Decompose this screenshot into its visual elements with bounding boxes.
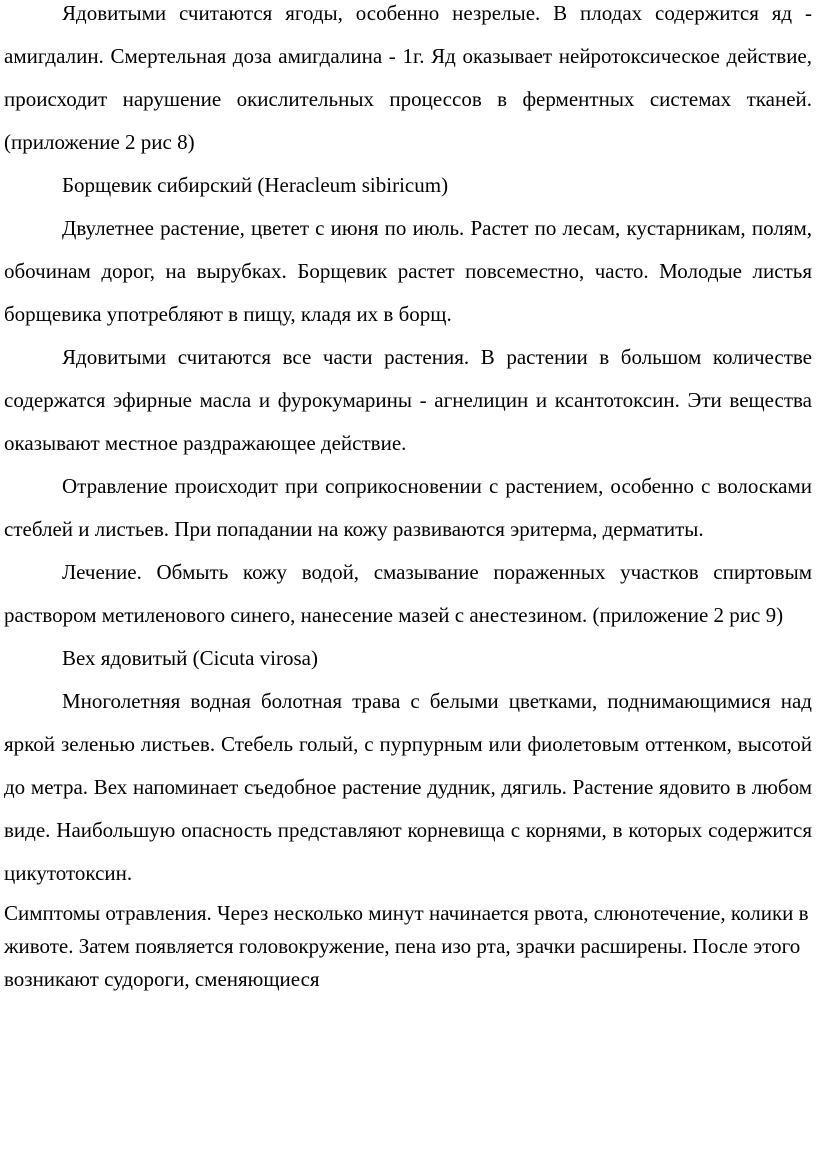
paragraph-cicuta-description: Многолетняя водная болотная трава с белыми цветками, поднимающимися над яркой зеленью листьев. Стебель голый, с пурпурным или фиолетовым оттенком, высотой до метра. Вех напоминает съедобное растение дудник, дягиль. Растение ядовито в любом виде. Наибольшую опасность представляют корневища с корнями, в которых содержится цикутотоксин. <box>4 689 812 885</box>
paragraph-heracleum-treatment: Лечение. Обмыть кожу водой, смазывание пораженных участков спиртовым раствором метиленового синего, нанесение мазей с анестезином. (приложение 2 рис 9) <box>4 560 812 627</box>
heading-cicuta: Вех ядовитый (Cicuta virosa) <box>62 646 318 670</box>
heading-heracleum: Борщевик сибирский (Heracleum sibiricum) <box>62 173 449 197</box>
paragraph-heracleum-toxicity: Ядовитыми считаются все части растения. В растении в большом количестве содержатся эфирные масла и фурокумарины - агнелицин и ксантотоксин. Эти вещества оказывают местное раздражающее действие. <box>4 345 812 455</box>
paragraph-cicuta-symptoms: Симптомы отравления. Через несколько минут начинается рвота, слюнотечение, колики в животе. Затем появляется головокружение, пена изо рта, зрачки расширены. После этого возникают судороги, сменяющиеся <box>4 901 809 991</box>
paragraph-fruit-poison: Ядовитыми считаются ягоды, особенно незрелые. В плодах содержится яд - амигдалин. Смертельная доза амигдалина - 1г. Яд оказывает нейротоксическое действие, происходит нарушение окислительных процессов в ферментных системах тканей. (приложение 2 рис 8) <box>4 1 812 154</box>
paragraph-heracleum-poisoning: Отравление происходит при соприкосновении с растением, особенно с волосками стеблей и листьев. При попадании на кожу развиваются эритерма, дерматиты. <box>4 474 812 541</box>
paragraph-heracleum-description: Двулетнее растение, цветет с июня по июль. Растет по лесам, кустарникам, полям, обочинам дорог, на вырубках. Борщевик растет повсеместно, часто. Молодые листья борщевика употребляют в пищу, кладя их в борщ. <box>4 216 812 326</box>
